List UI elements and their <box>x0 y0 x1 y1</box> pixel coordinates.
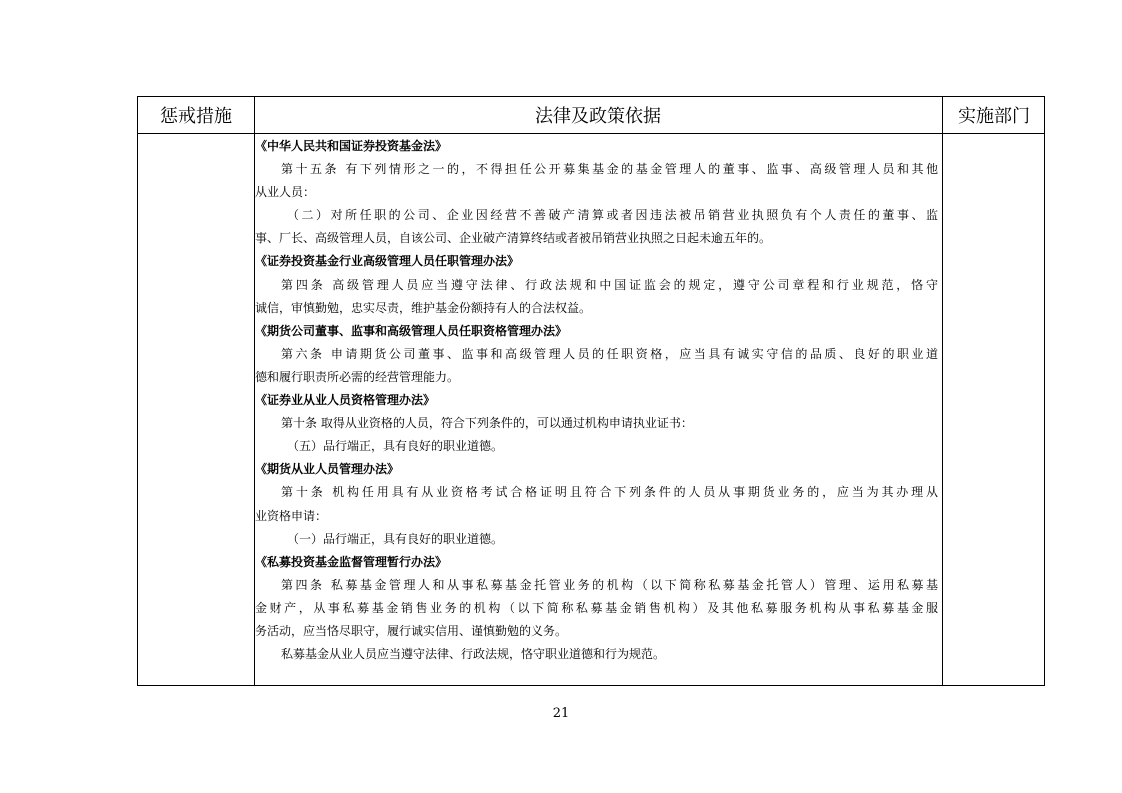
article-line: 私募基金从业人员应当遵守法律、行政法规，恪守职业道德和行为规范。 <box>281 647 666 662</box>
regulation-table <box>137 96 1045 686</box>
item-line: （一）品行端正，具有良好的职业道德。 <box>287 531 504 546</box>
item-line: （二）对所任职的公司、企业因经营不善破产清算或者因违法被吊销营业执照负有个人责任的董事、监 <box>287 208 938 223</box>
item-line: （五）品行端正，具有良好的职业道德。 <box>287 439 504 454</box>
article-line: 第六条 申请期货公司董事、监事和高级管理人员的任职资格，应当具有诚实守信的品质、良好的职业道 <box>281 346 938 361</box>
column-divider-2 <box>942 97 943 685</box>
header-department: 实施部门 <box>958 106 1030 127</box>
law-title: 《中华人民共和国证券投资基金法》 <box>255 139 448 153</box>
article-line: 第十五条 有下列情形之一的，不得担任公开募集基金的基金管理人的董事、监事、高级管理人员和其他 <box>281 162 938 177</box>
article-line: 业资格申请： <box>255 508 328 523</box>
law-title: 《期货从业人员管理办法》 <box>255 462 400 477</box>
law-title: 《证券业从业人员资格管理办法》 <box>255 393 436 408</box>
article-line: 第十条 机构任用具有从业资格考试合格证明且符合下列条件的人员从事期货业务的，应当为其办理从 <box>281 485 938 500</box>
table-header-row <box>138 97 1044 134</box>
law-title: 《证券投资基金行业高级管理人员任职管理办法》 <box>255 254 520 269</box>
article-line: 第四条 私募基金管理人和从事私募基金托管业务的机构（以下简称私募基金托管人）管理、运用私募基 <box>281 577 938 592</box>
article-line: 事、厂长、高级管理人员，自该公司、企业破产清算终结或者被吊销营业执照之日起未逾五年的。 <box>255 231 772 246</box>
article-line: 务活动，应当恪尽职守，履行诚实信用、谨慎勤勉的义务。 <box>255 623 568 638</box>
law-title: 《期货公司董事、监事和高级管理人员任职资格管理办法》 <box>255 323 568 338</box>
header-basis: 法律及政策依据 <box>535 106 661 127</box>
header-measure: 惩戒措施 <box>160 106 232 127</box>
article-line: 金财产，从事私募基金销售业务的机构（以下简称私募基金销售机构）及其他私募服务机构从事私募基金服 <box>255 600 938 615</box>
law-title: 《私募投资基金监督管理暂行办法》 <box>255 554 448 569</box>
article-line: 从业人员： <box>255 185 316 200</box>
article-line: 第四条 高级管理人员应当遵守法律、行政法规和中国证监会的规定，遵守公司章程和行业规范，恪守 <box>281 277 938 292</box>
article-line: 德和履行职责所必需的经营管理能力。 <box>255 369 460 384</box>
article-line: 第十条 取得从业资格的人员，符合下列条件的，可以通过机构申请执业证书： <box>281 416 693 431</box>
article-line: 诚信，审慎勤勉，忠实尽责，维护基金份额持有人的合法权益。 <box>255 300 592 315</box>
page-number: 21 <box>552 706 570 721</box>
basis-cell <box>255 134 938 666</box>
